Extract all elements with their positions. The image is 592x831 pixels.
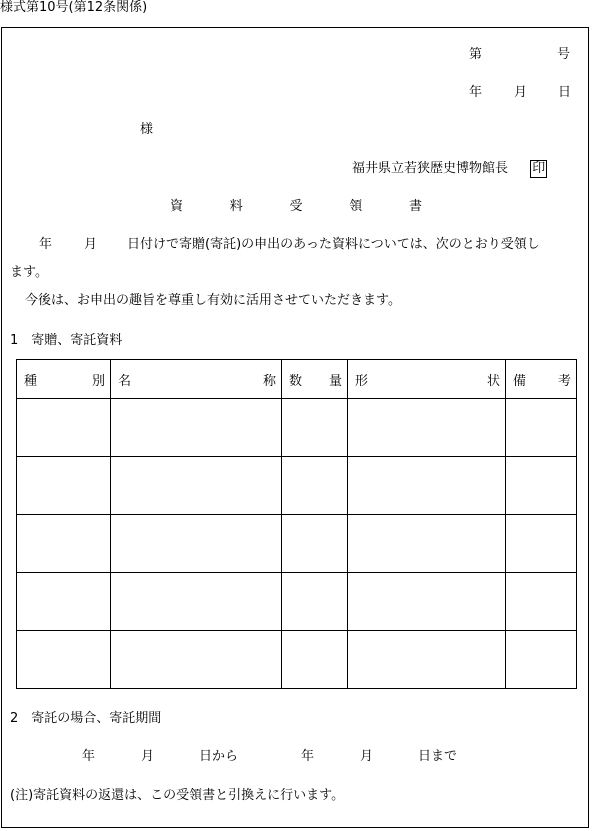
date-month-label: 月: [514, 85, 528, 100]
number-label-prefix: 第: [469, 47, 483, 62]
table-cell[interactable]: [348, 515, 506, 573]
table-row: [17, 515, 577, 573]
title-char: 領: [349, 199, 363, 214]
table-cell[interactable]: [282, 457, 348, 515]
document-title: [170, 199, 422, 215]
items-table: [16, 359, 577, 689]
header-quantity: 数 量: [282, 360, 348, 399]
table-cell[interactable]: [506, 515, 577, 573]
recipient-suffix: 様: [140, 122, 154, 137]
table-cell[interactable]: [282, 631, 348, 689]
table-header-row: [17, 360, 577, 399]
period-year1: 年: [82, 749, 96, 764]
table-cell[interactable]: [111, 631, 282, 689]
table-cell[interactable]: [348, 399, 506, 457]
footnote: (注)寄託資料の返還は、この受領書と引換えに行います。: [10, 788, 345, 803]
table-cell[interactable]: [348, 631, 506, 689]
period-to: 日まで: [418, 749, 458, 764]
table-cell[interactable]: [111, 573, 282, 631]
table-cell[interactable]: [348, 457, 506, 515]
issuer-line: [352, 160, 547, 178]
section2-title: 2 寄託の場合、寄託期間: [10, 711, 162, 726]
table-cell[interactable]: [282, 573, 348, 631]
title-char: 資: [170, 199, 184, 214]
table-row: [17, 631, 577, 689]
table-cell[interactable]: [111, 399, 282, 457]
date-day-label: 日: [558, 85, 572, 100]
table-cell[interactable]: [17, 631, 111, 689]
table-cell[interactable]: [506, 631, 577, 689]
table-cell[interactable]: [348, 573, 506, 631]
header-remarks: 備 考: [506, 360, 577, 399]
number-label-suffix: 号: [557, 47, 571, 62]
table-cell[interactable]: [282, 399, 348, 457]
table-cell[interactable]: [17, 515, 111, 573]
table-cell[interactable]: [17, 399, 111, 457]
body-line1: 日付けで寄贈(寄託)の申出のあった資料については、次のとおり受領し: [127, 237, 540, 252]
header-condition: 形 状: [348, 360, 506, 399]
period-year2: 年: [301, 749, 315, 764]
body-year-label: 年: [39, 237, 53, 252]
section1-title: 1 寄贈、寄託資料: [10, 333, 123, 348]
body-line3: 今後は、お申出の趣旨を尊重し有効に活用させていただきます。: [25, 293, 401, 308]
table-cell[interactable]: [506, 457, 577, 515]
period-from: 日から: [199, 749, 239, 764]
period-month1: 月: [141, 749, 155, 764]
title-char: 受: [289, 199, 303, 214]
body-line2: ます。: [10, 265, 48, 280]
date-year-label: 年: [469, 85, 483, 100]
table-cell[interactable]: [282, 515, 348, 573]
title-char: 書: [408, 199, 422, 214]
table-row: [17, 573, 577, 631]
table-cell[interactable]: [17, 573, 111, 631]
table-cell[interactable]: [506, 399, 577, 457]
table-cell[interactable]: [17, 457, 111, 515]
table-cell[interactable]: [506, 573, 577, 631]
table-row: [17, 399, 577, 457]
table-cell[interactable]: [111, 515, 282, 573]
header-name: 名 称: [111, 360, 282, 399]
table-cell[interactable]: [111, 457, 282, 515]
form-label: 様式第10号(第12条関係): [0, 0, 148, 15]
issuer-name: 福井県立若狭歴史博物館長: [352, 161, 509, 176]
seal-mark: 印: [532, 161, 546, 176]
table-row: [17, 457, 577, 515]
header-type: 種 別: [17, 360, 111, 399]
title-char: 料: [229, 199, 243, 214]
period-month2: 月: [360, 749, 374, 764]
body-month-label: 月: [84, 237, 98, 252]
